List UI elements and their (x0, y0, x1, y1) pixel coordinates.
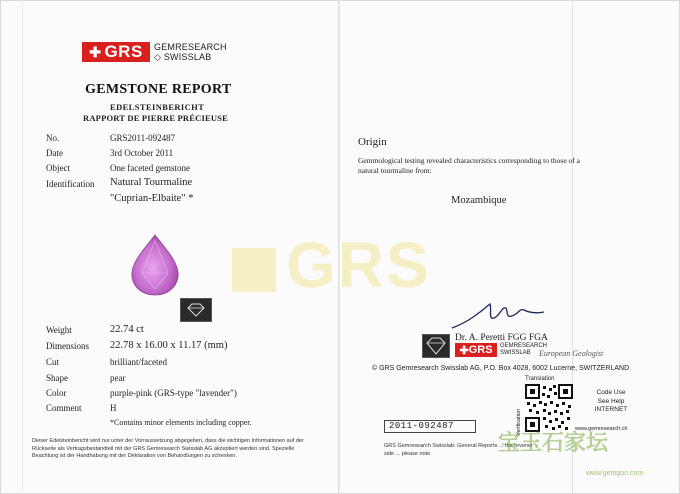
code-use-line-1: Code Use (596, 389, 626, 396)
date-value: 3rd October 2011 (110, 148, 174, 158)
logo-line-1: GEMRESEARCH (154, 42, 227, 52)
origin-label: Origin (358, 136, 387, 148)
object-label: Object (46, 163, 70, 173)
color-label: Color (46, 388, 67, 398)
code-use-info (581, 389, 641, 415)
signature (448, 296, 548, 334)
diamond-seal-large (422, 334, 450, 358)
logo-mark-text: GRS (104, 42, 143, 61)
report-subtitle-de: EDELSTEINBERICHT (110, 102, 205, 112)
code-use-line-2: See Help (597, 397, 625, 405)
identification-label: Identification (46, 179, 95, 189)
diamond-seal (180, 298, 212, 322)
site-watermark: 宝玉石家坛 (498, 431, 609, 456)
verification-label: Verification (516, 409, 522, 436)
footnote: *Contains minor elements including copper. (110, 418, 252, 427)
dimensions-value: 22.78 x 16.00 x 11.17 (mm) (110, 340, 228, 351)
gemstone-photo (128, 233, 182, 297)
reverse-side-note: GRS Gemresearch Swisslab: General Reports ... the reverse side ... please note (384, 443, 533, 457)
logo-line-2 (154, 52, 227, 62)
grs-cross-icon: ✚ (459, 344, 469, 357)
origin-value: Mozambique (451, 195, 507, 206)
translation-label: Translation (525, 376, 555, 382)
cut-label: Cut (46, 357, 60, 367)
grs-logo-mark-small (455, 343, 497, 357)
disclaimer-text: Dieser Edelsteinbericht wird nur unter der Vorraussetzung abgegeben, dass die wichtigen Informationen auf der Rückseite als Vertragsbestandteil mit der GRS Gemresearch Swisslab AG akzeptiert werden sind. Spezielle Beachtung ist der Handhabung mit der Deklaration von Behandlungen zu schenken. (32, 438, 304, 459)
color-value: purple-pink (GRS-type "lavender") (110, 388, 237, 398)
diamond-icon (185, 303, 207, 317)
code-use-line-3: INTERNET (594, 406, 628, 413)
grs-cross-icon: ✚ (89, 43, 102, 60)
identification-variety: "Cuprian-Elbaite" * (110, 193, 194, 204)
signatory-name: Dr. A. Peretti FGG FGA (455, 333, 548, 343)
logo-wordmark (154, 42, 227, 62)
logo-line-2-text: SWISSLAB (163, 52, 212, 62)
logo-line-2-small: SWISSLAB (500, 350, 531, 356)
website-link[interactable]: www.gemresearch.ch (575, 426, 628, 432)
company-address: © GRS Gemresearch Swisslab AG, P.O. Box 4028, 6002 Lucerne, SWITZERLAND (372, 365, 630, 372)
weight-label: Weight (46, 325, 72, 335)
report-subtitle-fr: RAPPORT DE PIERRE PRÉCIEUSE (83, 113, 228, 123)
signatory-role: European Geologist (539, 349, 604, 358)
watermark-text: GRS (286, 229, 431, 301)
comment-value: H (110, 403, 117, 413)
weight-value: 22.74 ct (110, 324, 144, 335)
object-value: One faceted gemstone (110, 163, 190, 173)
grs-logo-mark (82, 42, 150, 62)
shape-value: pear (110, 373, 126, 383)
qr-code[interactable] (525, 384, 573, 432)
watermark-cross-icon (232, 248, 276, 292)
origin-text: Gemmological testing revealed characteristics corresponding to those of a natural tourmaline from: (358, 156, 581, 175)
grs-logo (82, 41, 227, 63)
diamond-icon (423, 335, 449, 357)
page-edge-left (22, 0, 23, 494)
shape-label: Shape (46, 373, 68, 383)
date-label: Date (46, 148, 63, 158)
comment-label: Comment (46, 403, 82, 413)
no-value: GRS2011-092487 (110, 133, 176, 143)
identification-value: Natural Tourmaline (110, 177, 193, 188)
dimensions-label: Dimensions (46, 341, 90, 351)
cut-value: brilliant/faceted (110, 357, 167, 367)
grs-logo-small (455, 343, 547, 357)
logo-mark-text-small: GRS (468, 344, 493, 356)
no-label: No. (46, 133, 60, 143)
serial-number: 2011-092487 (384, 420, 476, 433)
grs-watermark (232, 228, 431, 302)
report-title: GEMSTONE REPORT (85, 82, 232, 97)
site-watermark-url: www.gemgoo.com (586, 470, 644, 477)
logo-line-1-small: GEMRESEARCH (500, 343, 548, 349)
diamond-icon: ◇ (154, 52, 162, 62)
